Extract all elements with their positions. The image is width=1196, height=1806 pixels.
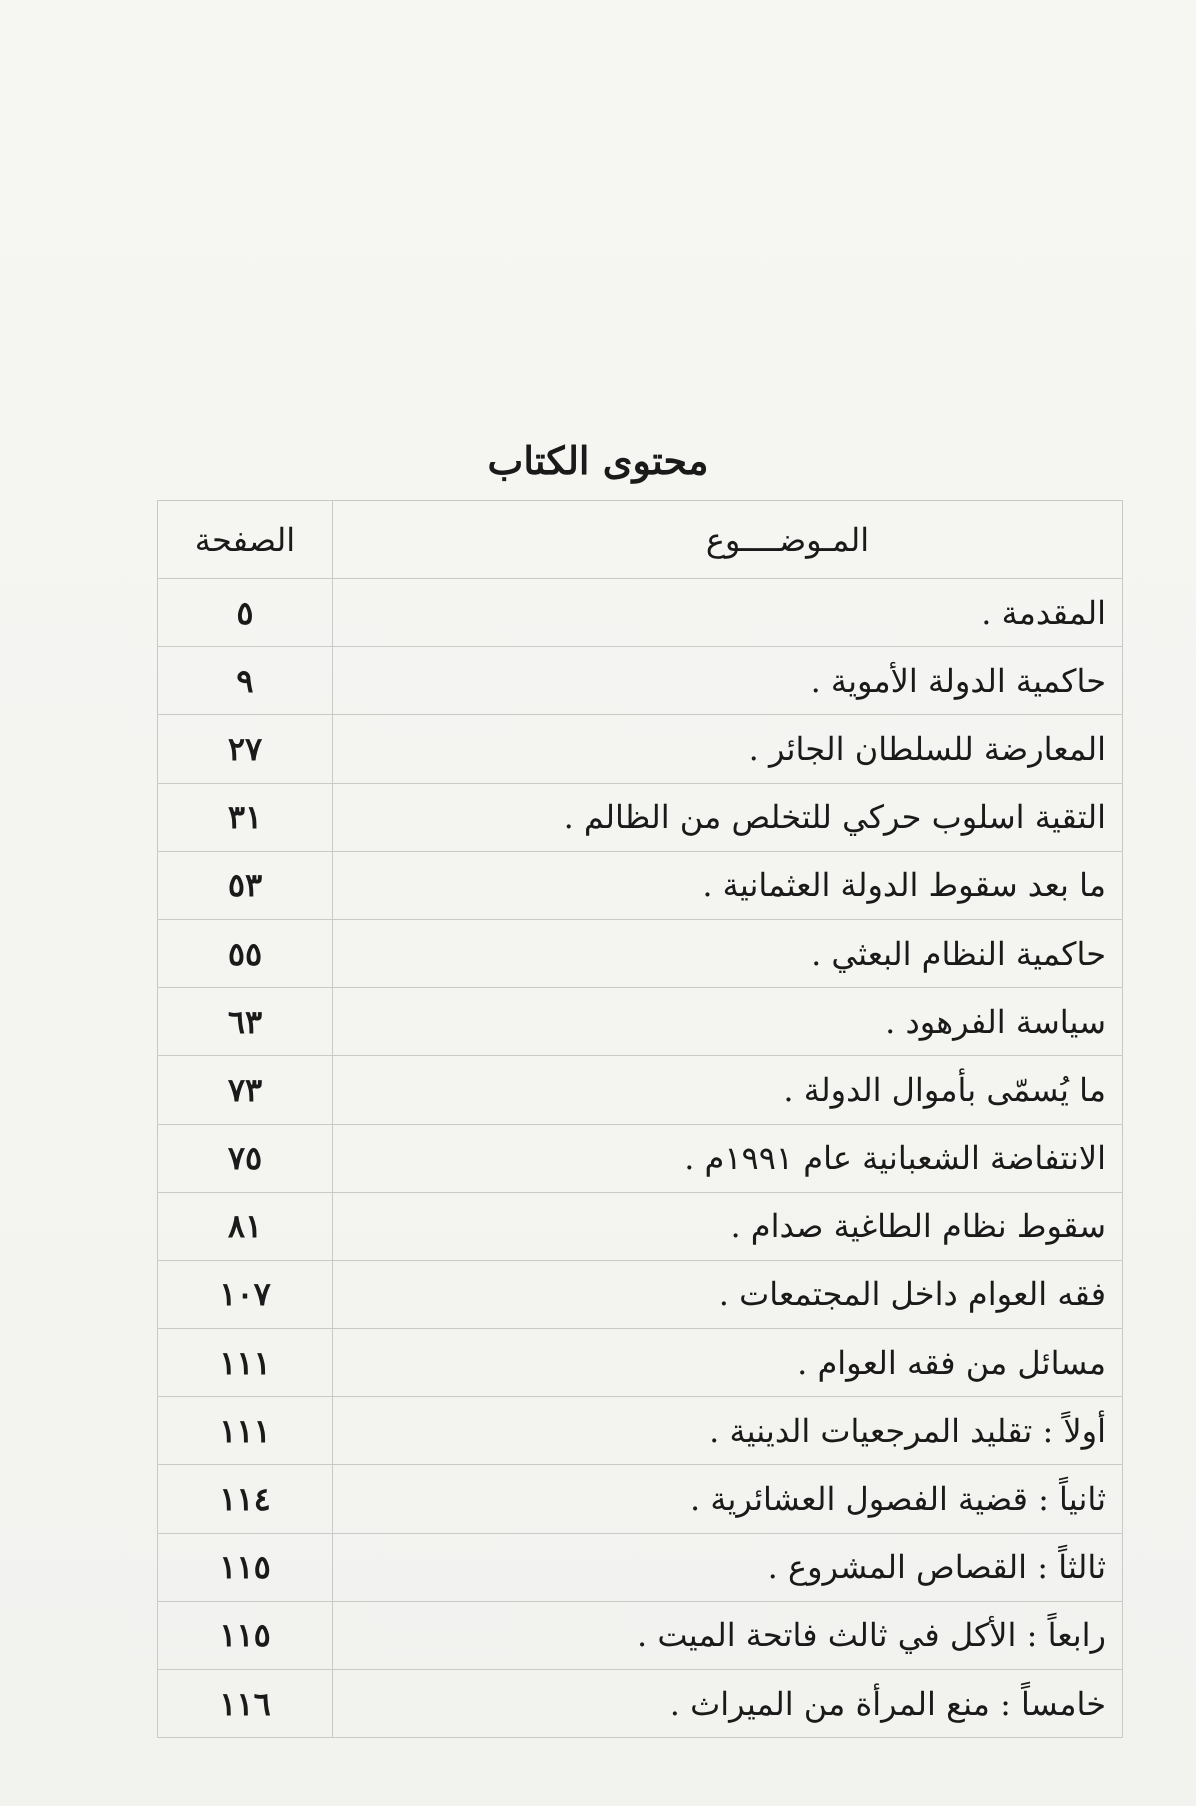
- topic-cell: المعارضة للسلطان الجائر .: [333, 715, 1123, 783]
- table-row: [158, 579, 1123, 647]
- topic-cell: المقدمة .: [333, 579, 1123, 647]
- table-row: [158, 1670, 1123, 1738]
- contents-table: [157, 500, 1123, 1738]
- table-row: [158, 919, 1123, 987]
- table-row: [158, 1192, 1123, 1260]
- page-number-cell: ٦٣: [158, 988, 333, 1056]
- topic-cell: ثالثاً : القصاص المشروع .: [333, 1533, 1123, 1601]
- page-number-cell: ٥٣: [158, 851, 333, 919]
- topic-cell: حاكمية الدولة الأموية .: [333, 647, 1123, 715]
- page-title: محتوى الكتاب: [487, 438, 709, 483]
- page-number-cell: ١١١: [158, 1329, 333, 1397]
- topic-cell: أولاً : تقليد المرجعيات الدينية .: [333, 1397, 1123, 1465]
- topic-cell: سياسة الفرهود .: [333, 988, 1123, 1056]
- table-row: [158, 1465, 1123, 1533]
- table-row: [158, 851, 1123, 919]
- table-row: [158, 647, 1123, 715]
- page-number-cell: ١١٤: [158, 1465, 333, 1533]
- page-column-header: الصفحة: [158, 501, 333, 579]
- table-row: [158, 1397, 1123, 1465]
- page-number-cell: ١١٥: [158, 1533, 333, 1601]
- page-number-cell: ٣١: [158, 783, 333, 851]
- page-number-cell: ١١٦: [158, 1670, 333, 1738]
- topic-cell: ثانياً : قضية الفصول العشائرية .: [333, 1465, 1123, 1533]
- table-row: [158, 1533, 1123, 1601]
- table-row: [158, 988, 1123, 1056]
- table-row: [158, 1329, 1123, 1397]
- header-row: [158, 501, 1123, 579]
- topic-cell: خامساً : منع المرأة من الميراث .: [333, 1670, 1123, 1738]
- topic-cell: ما بعد سقوط الدولة العثمانية .: [333, 851, 1123, 919]
- table-row: [158, 1260, 1123, 1328]
- page-number-cell: ٧٣: [158, 1056, 333, 1124]
- page-number-cell: ٨١: [158, 1192, 333, 1260]
- table-row: [158, 1601, 1123, 1669]
- page-number-cell: ١١١: [158, 1397, 333, 1465]
- topic-column-header: المـوضــــوع: [333, 501, 1123, 579]
- topic-cell: التقية اسلوب حركي للتخلص من الظالم .: [333, 783, 1123, 851]
- table-row: [158, 783, 1123, 851]
- page-number-cell: ١٠٧: [158, 1260, 333, 1328]
- page-number-cell: ١١٥: [158, 1601, 333, 1669]
- table-row: [158, 1124, 1123, 1192]
- page-number-cell: ٩: [158, 647, 333, 715]
- topic-cell: ما يُسمّى بأموال الدولة .: [333, 1056, 1123, 1124]
- topic-cell: سقوط نظام الطاغية صدام .: [333, 1192, 1123, 1260]
- page-number-cell: ٥٥: [158, 919, 333, 987]
- table-row: [158, 1056, 1123, 1124]
- topic-cell: الانتفاضة الشعبانية عام ١٩٩١م .: [333, 1124, 1123, 1192]
- topic-cell: رابعاً : الأكل في ثالث فاتحة الميت .: [333, 1601, 1123, 1669]
- page-number-cell: ٥: [158, 579, 333, 647]
- page-number-cell: ٢٧: [158, 715, 333, 783]
- topic-cell: حاكمية النظام البعثي .: [333, 919, 1123, 987]
- page-number-cell: ٧٥: [158, 1124, 333, 1192]
- table-row: [158, 715, 1123, 783]
- topic-cell: مسائل من فقه العوام .: [333, 1329, 1123, 1397]
- topic-cell: فقه العوام داخل المجتمعات .: [333, 1260, 1123, 1328]
